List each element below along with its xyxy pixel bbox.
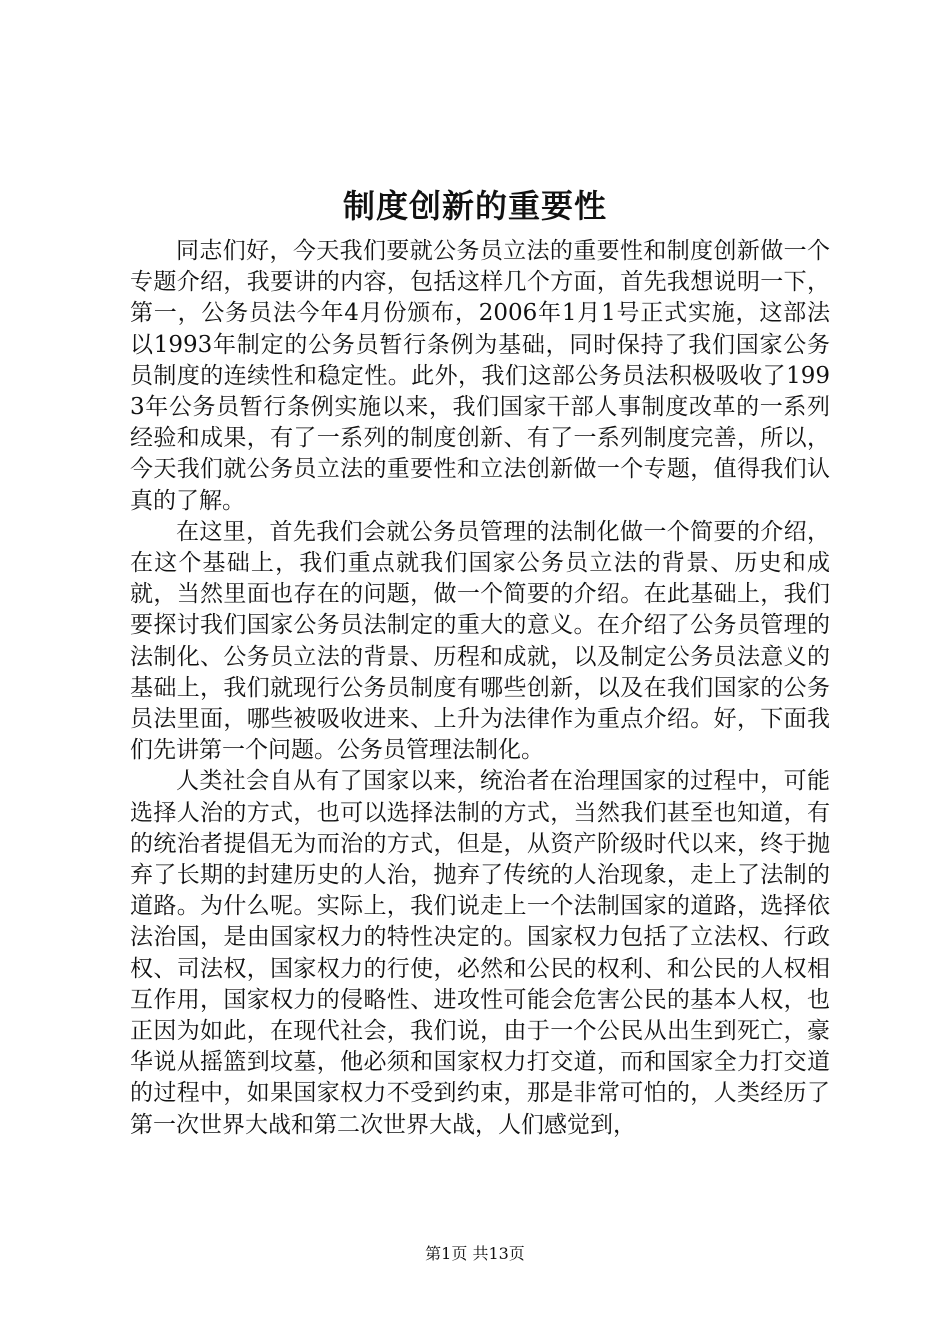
paragraph-1: 同志们好，今天我们要就公务员立法的重要性和制度创新做一个专题介绍，我要讲的内容，包括这样几个方面，首先我想说明一下，第一，公务员法今年4月份颁布，2006年1月1号正式实施，这部法以1993年制定的公务员暂行条例为基础，同时保持了我们国家公务员制度的连续性和稳定性。此外，我们这部公务员法积极吸收了1993年公务员暂行条例实施以来，我们国家干部人事制度改革的一系列经验和成果，有了一系列的制度创新、有了一系列制度完善，所以，今天我们就公务员立法的重要性和立法创新做一个专题，值得我们认真的了解。	[130, 238, 830, 514]
paragraph-2: 在这里，首先我们会就公务员管理的法制化做一个简要的介绍，在这个基础上，我们重点就我们国家公务员立法的背景、历史和成就，当然里面也存在的问题，做一个简要的介绍。在此基础上，我们要探讨我们国家公务员法制定的重大的意义。在介绍了公务员管理的法制化、公务员立法的背景、历程和成就，以及制定公务员法意义的基础上，我们就现行公务员制度有哪些创新，以及在我们国家的公务员法里面，哪些被吸收进来、上升为法律作为重点介绍。好，下面我们先讲第一个问题。公务员管理法制化。	[130, 518, 830, 764]
paragraph-3: 人类社会自从有了国家以来，统治者在治理国家的过程中，可能选择人治的方式，也可以选择法制的方式，当然我们甚至也知道，有的统治者提倡无为而治的方式，但是，从资产阶级时代以来，终于抛弃了长期的封建历史的人治，抛弃了传统的人治现象，走上了法制的道路。为什么呢。实际上，我们说走上一个法制国家的道路，选择依法治国，是由国家权力的特性决定的。国家权力包括了立法权、行政权、司法权，国家权力的行使，必然和公民的权利、和公民的人权相互作用，国家权力的侵略性、进攻性可能会危害公民的基本人权，也正因为如此，在现代社会，我们说，由于一个公民从出生到死亡，豪华说从摇篮到坟墓，他必须和国家权力打交道，而和国家全力打交道的过程中，如果国家权力不受到约束，那是非常可怕的，人类经历了第一次世界大战和第二次世界大战，人们感觉到，	[130, 768, 830, 1138]
page-footer: 第1页 共13页	[425, 1244, 525, 1263]
document-title: 制度创新的重要性	[342, 187, 607, 225]
document-body	[130, 236, 830, 1141]
